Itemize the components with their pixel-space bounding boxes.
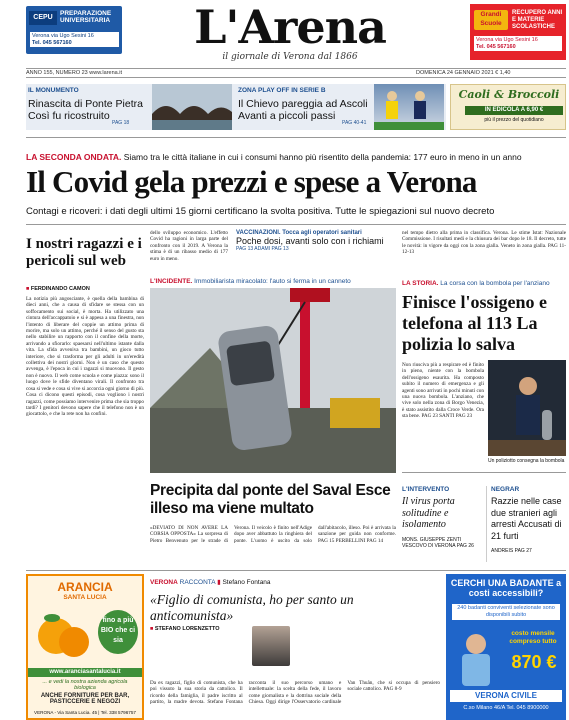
editorial-byline [26,286,144,292]
badante-subtitle: 240 badanti conviventi selezionate sono disponibili subito [452,604,560,620]
arancia-cta: ANCHE FORNITURE PER BAR, PASTICCERIE E NEGOZI [40,693,130,705]
incident-photo [150,288,396,473]
arancia-tagline: ... e vedi la nostra azienda agricola biologica [42,679,128,691]
incident-kicker-text: Immobiliarista miracolato: l'auto si ferma in un canneto [194,278,351,285]
dateline-bar [26,68,566,78]
lead-body-col1: dello sviluppo economico. L'effetto Covid ha ragioni in larga parte del confronto con il 2019. A Verona la stima è di un ribasso medio di 177 euro in meno. [150,230,228,262]
separator-icon: ▮ [217,579,223,586]
divider [402,472,566,473]
masthead-logo: L'Arena [194,0,386,54]
storia-kicker-text: La corsa con la bombola per l'anziano [440,280,550,287]
intervento-byline: MONS. GIUSEPPE ZENTI VESCOVO DI VERONA PAG 26 [402,536,474,549]
storia-kicker-label: LA STORIA. [402,280,439,287]
teaser-page: PAG 18 [112,120,130,126]
teaser-monumento[interactable] [26,84,238,130]
vaccinations-headline: Poche dosi, avanti solo con i richiami [236,236,384,246]
incident-body: «DEVIATO DI NON AVERE LA CORSIA OPPOSTA» La sorpresa di Pietro Benvenuto per le strade di Verona. Il veicolo è finito nell'Adige dopo aver abbattuto la ringhiera del ponte. L'uomo è uscito da solo dall'abitacolo, illeso. Poi è arrivata la sanzione per guida non conforme. PAG 15 PERBELLINI PAG 14 [150,525,396,544]
teaser-page: PAG 40-41 [342,120,367,126]
intervento-headline: Il virus porta solitudine e isolamento [402,496,455,530]
byline-name: FERDINANDO CAMON [30,286,90,292]
verona-kicker-text: RACCONTA [179,579,216,586]
caoli-title: Caoli & Broccoli [458,88,560,101]
verona-racconta-kicker [150,578,440,586]
grandi-scuole-phone: Tel. 045 567160 [476,43,516,50]
cepu-address-line: Verona via Ugo Sesini 16 [32,33,94,39]
storia-kicker [402,280,566,287]
ad-cepu[interactable] [26,6,122,54]
ad-caoli-broccoli[interactable] [450,84,566,130]
police-officer-icon [488,360,566,456]
negrar-byline: ANDREIS PAG 27 [491,548,532,554]
teaser-headline: Il Chievo pareggia ad Ascoli Avanti a piccoli passi [238,98,368,122]
football-photo [374,84,444,130]
grandi-scuole-address-line: Verona via Ugo Sesini 16 [476,37,538,43]
date-price: DOMENICA 24 GENNAIO 2021 € 1,40 [416,70,511,76]
arancia-brand2: SANTA LUCIA [63,594,107,601]
teaser-kicker: ZONA PLAY OFF IN SERIE B [238,87,326,94]
badante-title: CERCHI UNA BADANTE a costi accessibili? [450,578,562,598]
negrar-box[interactable] [486,486,566,562]
grandi-scuole-logo: Grandi Scuole [474,10,508,30]
bridge-icon [152,84,232,130]
ad-arancia-santa-lucia[interactable] [26,574,144,720]
incident-kicker-label: L'INCIDENTE. [150,278,193,285]
intervento-kicker: L'INTERVENTO [402,486,450,493]
teaser-headline: Rinascita di Ponte Pietra Così fu ricostruito [28,98,143,122]
cepu-address [30,32,119,47]
incident-headline[interactable]: Precipita dal ponte del Saval Esce illeso ma viene multato [150,482,391,517]
divider [26,570,566,571]
caoli-note: più il prezzo del quotidiano [484,117,544,123]
grandi-scuole-address [474,36,562,51]
badante-contact: C.so Milano 46/A Tel. 045 8900000 [463,705,549,711]
teaser-chievo[interactable] [234,84,446,130]
cepu-phone: Tel. 045 567160 [32,39,72,46]
arancia-bio-badge: fino a più BIO che ci sia [98,610,138,654]
verona-author: Stefano Fontana [222,579,271,586]
lead-headline[interactable]: Il Covid gela prezzi e spese a Verona [26,164,477,199]
lead-body-col3: nel tempo dietro alla prima in classifica. Verona. Le stime Istat: Nazionale Commissione. I risultati medi e la chiusura dei bar dopo le 18. Il decreto, tutte le novità: in vigore da oggi con la zona gialla. Veneto in zona gialla. PAG 11-12-13 [402,230,566,256]
negrar-headline: Razzie nelle case due stranieri agli arresti Accusati di 21 furti [491,496,562,541]
masthead-tagline: il giornale di Verona dal 1866 [222,52,358,62]
players-icon [374,84,444,130]
caregiver-photo [446,626,506,686]
issue-info: ANNO 155, NUMERO 23 www.larena.it [26,70,122,76]
lead-kicker-label: LA SECONDA ONDATA. [26,152,122,162]
badante-brand: VERONA CIVILE [450,690,562,702]
storia-body: Non riusciva più a respirare ed è finito in pieno, niente con la bombola dell'ossigeno esaurita. Ha composto subito il numero di emergenza e gli agenti sono arrivati in pochi minuti con una nuova bombola. L'anziano, che vive solo nella zona di Borgo Venezia, è stato assistito dalla Croce Verde. Ora sta bene. PAG 23 SANTI PAG 23 [402,362,484,420]
byline-marker-icon: ■ [150,626,155,632]
verona-kicker-label: VERONA [150,579,178,586]
vaccinations-box[interactable] [236,230,396,272]
arancia-url[interactable]: www.aranciasantalucia.it [28,668,142,677]
lead-subhead: Contagi e ricoveri: i dati degli ultimi 15 giorni certificano la svolta positiva. Tutte le spiegazioni sul nuovo decreto [26,206,495,217]
editorial-title[interactable]: I nostri ragazzi e i pericoli sul web [26,236,142,269]
grandi-scuole-headline: RECUPERO ANNI E MATERIE SCOLASTICHE [512,10,563,30]
intervento-box[interactable] [402,486,482,562]
vaccinations-page: PAG 13 ADAMI PAG 13 [236,246,289,252]
badante-price: 870 € [511,652,557,672]
storia-photo [488,360,566,456]
divider [26,137,566,138]
vaccinations-kicker: VACCINAZIONI. Tocca agli operatori sanitari [236,230,362,236]
negrar-kicker: NEGRAR [491,486,520,493]
car-crash-icon [150,288,396,473]
caoli-price: IN EDICOLA A 6,90 € [465,106,563,115]
arancia-address: VERONA - Via Santa Lucia. 45 | Tel. 338 5796757 [34,710,136,715]
storia-headline[interactable]: Finisce l'ossigeno e telefona al 113 La polizia lo salva [402,292,547,354]
caregiver-icon [446,626,506,686]
ad-grandi-scuole[interactable] [470,4,566,60]
storia-photo-caption: Un poliziotto consegna la bombola [488,458,565,464]
verona-racconta-body: Da ex ragazzi, figlio di comunista, che ha poi vissuto la sua storia da cattolico. Il ricordo della famiglia, il padre iscritto al partito, la madre devota. Stefano Fontana racconta il suo percorso umano e intellettuale: la scelta della fede, il lavoro come giornalista e la dottrina sociale della Chiesa. Oggi dirige l'Osservatorio cardinale Van Thuân, che si occupa di pensiero sociale cattolico. PAG 8-9 [150,680,440,706]
byline-name: STEFANO LORENZETTO [154,626,220,632]
badante-price-label: costo mensile compreso tutto [509,630,557,645]
byline-marker-icon: ■ [26,286,31,292]
arancia-brand: ARANCIA [57,580,113,594]
verona-racconta-headline[interactable]: «Figlio di comunista, ho per santo un anticomunista» [150,592,354,623]
cepu-headline: PREPARAZIONE UNIVERSITARIA [60,10,112,24]
lead-kicker [26,152,566,162]
divider [26,224,566,225]
orange-fruit-icon [34,606,94,662]
incident-kicker [150,278,396,285]
cepu-logo: CEPU [29,11,57,25]
editorial-body: La notizia più angosciante, è quella della bambina di dieci anni, che a causa di sfidare se stessa con un soffocamento sui social, è morta. Ha utilizzato una cintura dell'accappatoio e si è appesa a una finestra, non l'intento di liberare del coppie un attimo prima di morire, ma solo un attimo, perché il senso del gusto sta nello stabilire un rapporto con il confine della morte, arrivando a sfiorarlo: spaesarsi nell'ultimo istante dalla vita. La sfida avveniva tra bambini, un gioco tutto interiore, che si trasforma per gli adulti in un'eredità collettiva dei nostri giorni. Non è un caso che questo avvenga, è l'epoca in cui i ragazzi si muovono. Il gesto non è nuovo. Il web come scuola e come piazza: sono il luogo dove le sfide diventano virali. Il confronto tra cosa si vede e cosa si vive si accorcia ogni giorno di più. Cosa ci dicono questi episodi, cosa vogliono i nostri ragazzi, come possiamo intervenire prima che sia troppo tardi? I genitori devono sapere che il telefono non è un giocattolo, e che la rete non ha confini. [26,296,144,418]
bridge-photo [152,84,232,130]
ad-badante[interactable] [446,574,566,720]
lead-kicker-text: Siamo tra le città italiane in cui i consumi hanno più risentito della pandemia: 177 euro in meno in un anno [123,152,522,162]
teaser-kicker: IL MONUMENTO [28,87,79,94]
